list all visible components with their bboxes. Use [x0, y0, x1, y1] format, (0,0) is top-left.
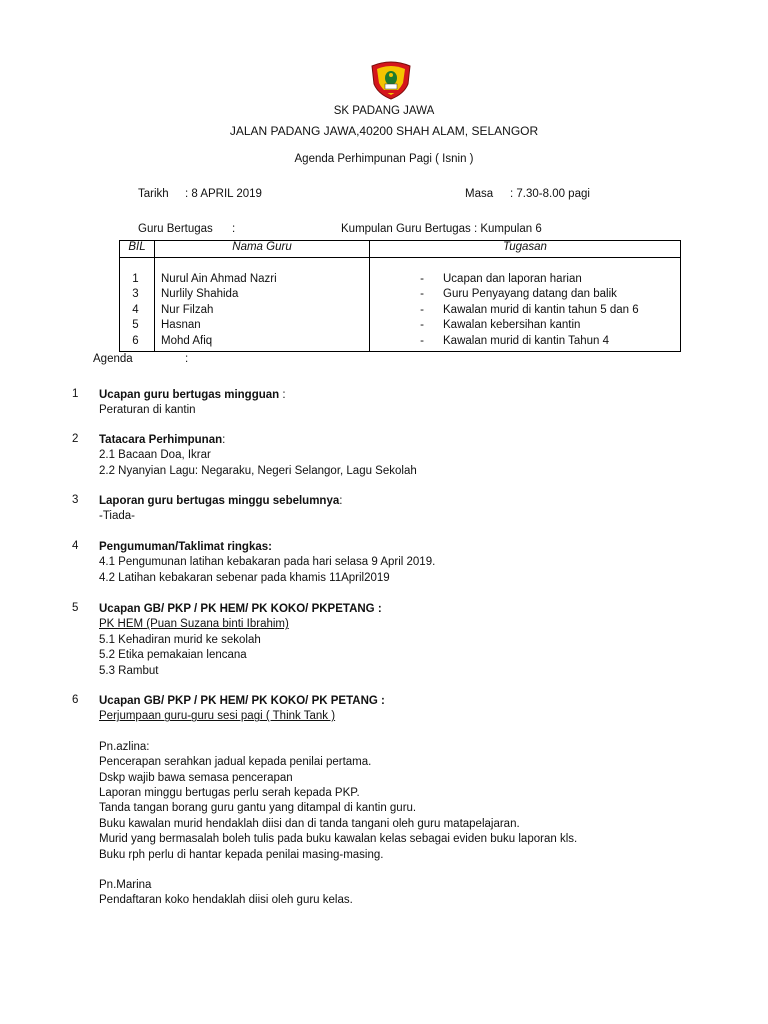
section-line: Tanda tangan borang guru gantu yang ditampal di kantin guru. [99, 802, 417, 815]
tugasan-column [370, 258, 681, 352]
section-title-suffix: : [222, 434, 226, 446]
time-value: : 7.30-8.00 pagi [510, 188, 590, 200]
section-line: 2.1 Bacaan Doa, Ikrar [99, 449, 211, 462]
duty-teacher-label: Guru Bertugas [138, 223, 213, 235]
school-address: JALAN PADANG JAWA,40200 SHAH ALAM, SELANGOR [229, 124, 539, 138]
table-cell-bil: 6 [132, 334, 139, 347]
section-4 [99, 540, 435, 586]
school-name: SK PADANG JAWA [333, 105, 435, 117]
table-cell-nama: Nur Filzah [161, 303, 214, 316]
table-cell-tugasan [370, 272, 680, 287]
section-number: 5 [72, 602, 79, 614]
duty-teacher-colon: : [232, 223, 236, 235]
tugasan-dash: - [420, 319, 424, 332]
tugasan-text: Kawalan murid di kantin tahun 5 dan 6 [443, 303, 639, 316]
section-line: Pencerapan serahkan jadual kepada penilai pertama. [99, 756, 372, 769]
table-cell-tugasan [370, 303, 680, 318]
table-cell-bil: 3 [132, 288, 139, 301]
section-line: 4.2 Latihan kebakaran sebenar pada khamis 11April2019 [99, 571, 390, 584]
section-line: Laporan minggu bertugas perlu serah kepada PKP. [99, 787, 360, 800]
section-3 [99, 494, 342, 525]
date-value: : 8 APRIL 2019 [185, 188, 262, 200]
section-5 [99, 602, 382, 679]
table-cell-nama: Mohd Afiq [161, 334, 213, 347]
section-title: Tatacara Perhimpunan [99, 434, 223, 446]
bil-column [120, 258, 155, 352]
section-title: Ucapan GB/ PKP / PK HEM/ PK KOKO/ PKPETANG : [99, 603, 382, 615]
section-number: 6 [72, 694, 79, 706]
section-line: Dskp wajib bawa semasa pencerapan [99, 771, 293, 784]
tugasan-dash: - [420, 288, 424, 301]
speaker-name: Pn.azlina: [99, 740, 150, 753]
section-number: 2 [72, 433, 79, 445]
section-number: 3 [72, 494, 79, 506]
table-header-tugasan: Tugasan [370, 241, 681, 258]
section-line: Murid yang bermasalah boleh tulis pada buku kawalan kelas sebagai eviden buku laporan kls. [99, 833, 578, 846]
section-title-suffix: : [279, 389, 286, 401]
table-header-nama: Nama Guru [155, 241, 370, 258]
table-cell-bil: 4 [132, 303, 139, 316]
tugasan-text: Kawalan kebersihan kantin [443, 319, 581, 332]
section-line: -Tiada- [99, 510, 135, 523]
date-label: Tarikh [138, 188, 169, 200]
agenda-colon: : [185, 353, 189, 365]
section-6 [99, 694, 577, 909]
section-line: 4.1 Pengumunan latihan kebakaran pada hari selasa 9 April 2019. [99, 556, 436, 569]
tugasan-dash: - [420, 273, 424, 285]
speaker-name: Pn.Marina [99, 879, 152, 892]
tugasan-dash: - [420, 334, 424, 347]
section-title: Ucapan GB/ PKP / PK HEM/ PK KOKO/ PK PETANG : [99, 695, 385, 707]
table-cell-tugasan [370, 318, 680, 333]
table-cell-nama: Hasnan [161, 319, 201, 332]
section-line: 5.1 Kehadiran murid ke sekolah [99, 633, 261, 646]
section-2 [99, 433, 417, 479]
section-line: Pendaftaran koko hendaklah diisi oleh guru kelas. [99, 894, 353, 907]
agenda-label: Agenda [93, 353, 133, 365]
tugasan-text: Kawalan murid di kantin Tahun 4 [443, 334, 610, 347]
section-number: 4 [72, 540, 79, 552]
section-line: Buku kawalan murid hendaklah diisi dan di tanda tangani oleh guru matapelajaran. [99, 817, 520, 830]
table-cell-tugasan [370, 287, 680, 302]
section-title: Ucapan guru bertugas mingguan [99, 389, 280, 401]
duty-group: Kumpulan Guru Bertugas : Kumpulan 6 [341, 223, 542, 235]
table-cell-nama: Nurlily Shahida [161, 288, 239, 301]
table-cell-bil: 1 [132, 273, 139, 285]
nama-column [155, 258, 370, 352]
section-line: Buku rph perlu di hantar kepada penilai masing-masing. [99, 848, 384, 861]
tugasan-text: Guru Penyayang datang dan balik [443, 288, 617, 301]
section-subtitle: PK HEM (Puan Suzana binti Ibrahim) [99, 618, 289, 631]
section-number: 1 [72, 388, 79, 400]
section-title: Pengumuman/Taklimat ringkas: [99, 541, 272, 553]
section-line: Peraturan di kantin [99, 404, 196, 417]
agenda-title: Agenda Perhimpunan Pagi ( Isnin ) [294, 153, 474, 165]
school-crest-logo [368, 60, 414, 100]
section-title-suffix: : [339, 495, 343, 507]
table-cell-tugasan [370, 334, 680, 349]
time-label: Masa [465, 188, 494, 200]
duty-table [119, 240, 681, 352]
table-cell-bil: 5 [132, 319, 139, 332]
section-line: 5.3 Rambut [99, 664, 159, 677]
section-title: Laporan guru bertugas minggu sebelumnya [99, 495, 340, 507]
table-cell-nama: Nurul Ain Ahmad Nazri [161, 273, 277, 285]
tugasan-text: Ucapan dan laporan harian [443, 273, 582, 285]
section-1 [99, 388, 286, 419]
tugasan-dash: - [420, 303, 424, 316]
section-line: 5.2 Etika pemakaian lencana [99, 649, 247, 662]
section-subtitle: Perjumpaan guru-guru sesi pagi ( Think Tank ) [99, 710, 336, 723]
table-header-bil: BIL [120, 241, 155, 258]
section-line: 2.2 Nyanyian Lagu: Negaraku, Negeri Selangor, Lagu Sekolah [99, 464, 417, 477]
